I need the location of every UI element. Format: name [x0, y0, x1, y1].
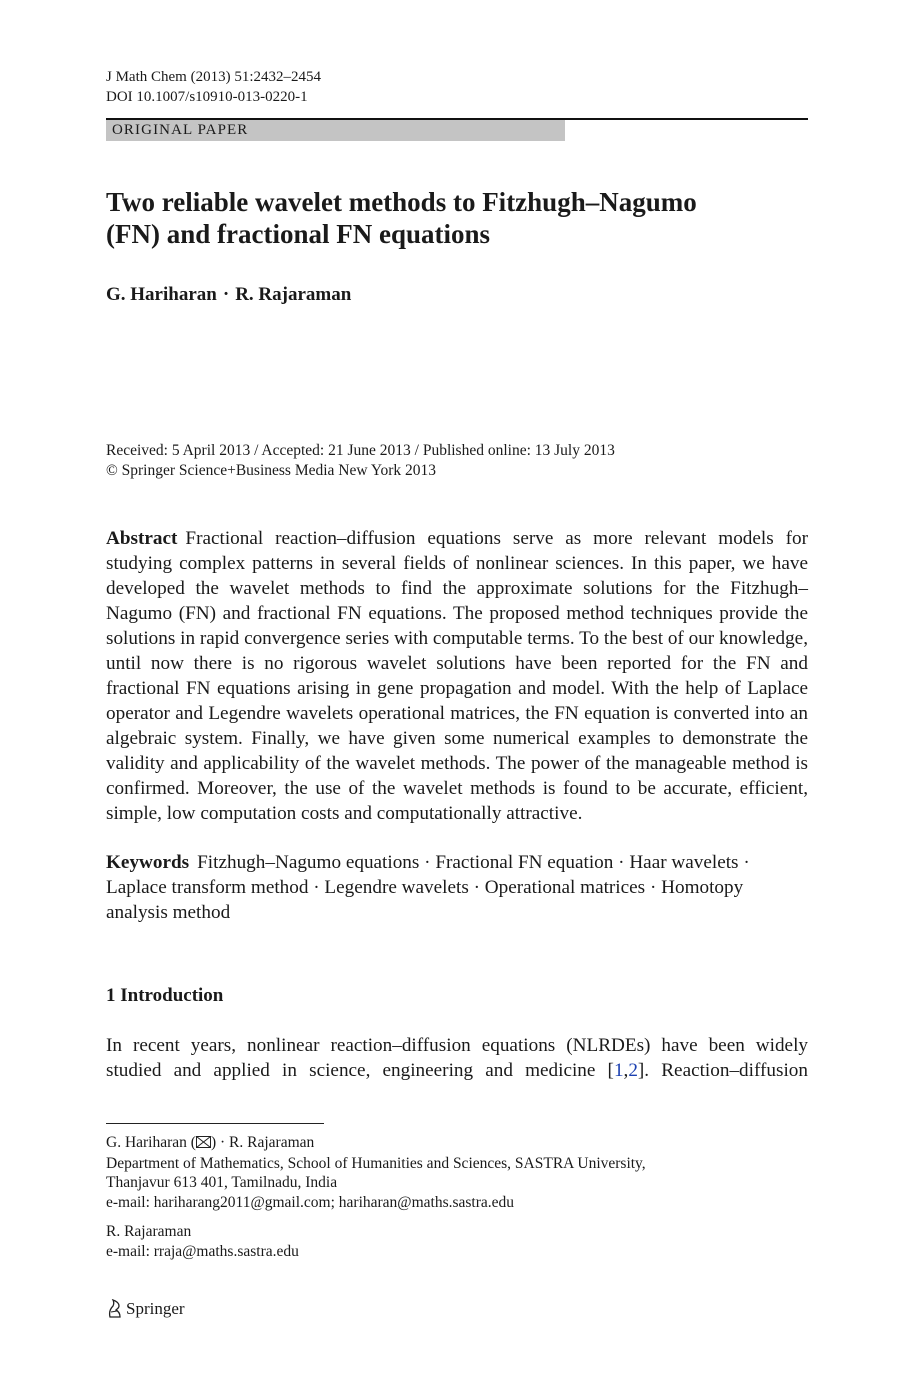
email-rajaraman[interactable]: e-mail: rraja@maths.sastra.edu [106, 1243, 299, 1260]
publication-history [106, 441, 615, 481]
author-hariharan: G. Hariharan [106, 284, 217, 305]
corr-close: ) [210, 1134, 217, 1151]
citation-link-1[interactable]: 1 [613, 1060, 624, 1081]
author2-name: R. Rajaraman [106, 1223, 192, 1240]
journal-citation [106, 67, 321, 107]
section-heading: 1 Introduction [106, 985, 224, 1006]
intro-line-2 [106, 1058, 808, 1083]
author-rajaraman: R. Rajaraman [235, 284, 352, 305]
corr-author-2: · R. Rajaraman [216, 1134, 315, 1151]
springer-horse-icon [106, 1299, 122, 1319]
author-separator: · [222, 284, 230, 305]
intro-line-1: In recent years, nonlinear reaction–diffusion equations (NLRDEs) have been widely [106, 1035, 808, 1056]
history-dates: Received: 5 April 2013 / Accepted: 21 June 2013 / Published online: 13 July 2013 [106, 442, 615, 459]
author-list [106, 283, 351, 307]
citation-link-2[interactable]: 2 [628, 1060, 638, 1081]
corr-author-1: G. Hariharan ( [106, 1134, 196, 1151]
citation-separator: , [623, 1060, 629, 1081]
keywords-text: Fitzhugh–Nagumo equations · Fractional FN equation · Haar wavelets · Laplace transform method · Legendre wavelets · Operational matrices · Homotopy analysis method [106, 852, 750, 923]
keywords-block [106, 850, 808, 925]
title-line-2: (FN) and fractional FN equations [106, 219, 490, 249]
abstract-label: Abstract [106, 528, 178, 549]
email-hariharan[interactable]: e-mail: hariharang2011@gmail.com; hariharan@maths.sastra.edu [106, 1194, 515, 1211]
springer-logo [106, 1297, 185, 1321]
affiliation-line-2: Thanjavur 613 401, Tamilnadu, India [106, 1174, 338, 1191]
footnote-rule [106, 1123, 324, 1124]
paper-title [106, 186, 746, 250]
intro-line-2-start: studied and applied in science, engineering and medicine [ [106, 1060, 614, 1081]
intro-line-2-end: ]. Reaction–diffusion [637, 1060, 808, 1081]
corresponding-authors [106, 1133, 314, 1153]
envelope-icon [196, 1136, 211, 1148]
doi-line[interactable]: DOI 10.1007/s10910-013-0220-1 [106, 89, 308, 105]
journal-line: J Math Chem (2013) 51:2432–2454 [106, 69, 321, 85]
springer-wordmark: Springer [126, 1299, 185, 1318]
title-line-1: Two reliable wavelet methods to Fitzhugh–Nagumo [106, 187, 697, 217]
paper-page [106, 0, 808, 1388]
intro-paragraph [106, 1033, 808, 1083]
keywords-label: Keywords [106, 852, 190, 873]
copyright-line: © Springer Science+Business Media New York 2013 [106, 462, 437, 479]
abstract-block [106, 526, 808, 826]
abstract-text: Fractional reaction–diffusion equations serve as more relevant models for studying complex patterns in several fields of nonlinear sciences. In this paper, we have developed the wavelet methods to find the approximate solutions for the Fitzhugh–Nagumo (FN) and fractional FN equations. The proposed method techniques provide the solutions in rapid convergence series with computable terms. To the best of our knowledge, until now there is no rigorous wavelet solutions have been reported for the FN and fractional FN equations arising in gene propagation and model. With the help of Laplace operator and Legendre wavelets operational matrices, the FN equation is converted into an algebraic system. Finally, we have given some numerical examples to demonstrate the validity and applicability of the wavelet methods. The power of the manageable method is confirmed. Moreover, the use of the wavelet methods is found to be accurate, efficient, simple, low computation costs and computationally attractive. [106, 528, 808, 824]
affiliation-line-1: Department of Mathematics, School of Humanities and Sciences, SASTRA University, [106, 1155, 646, 1172]
article-type-banner: ORIGINAL PAPER [106, 120, 565, 141]
